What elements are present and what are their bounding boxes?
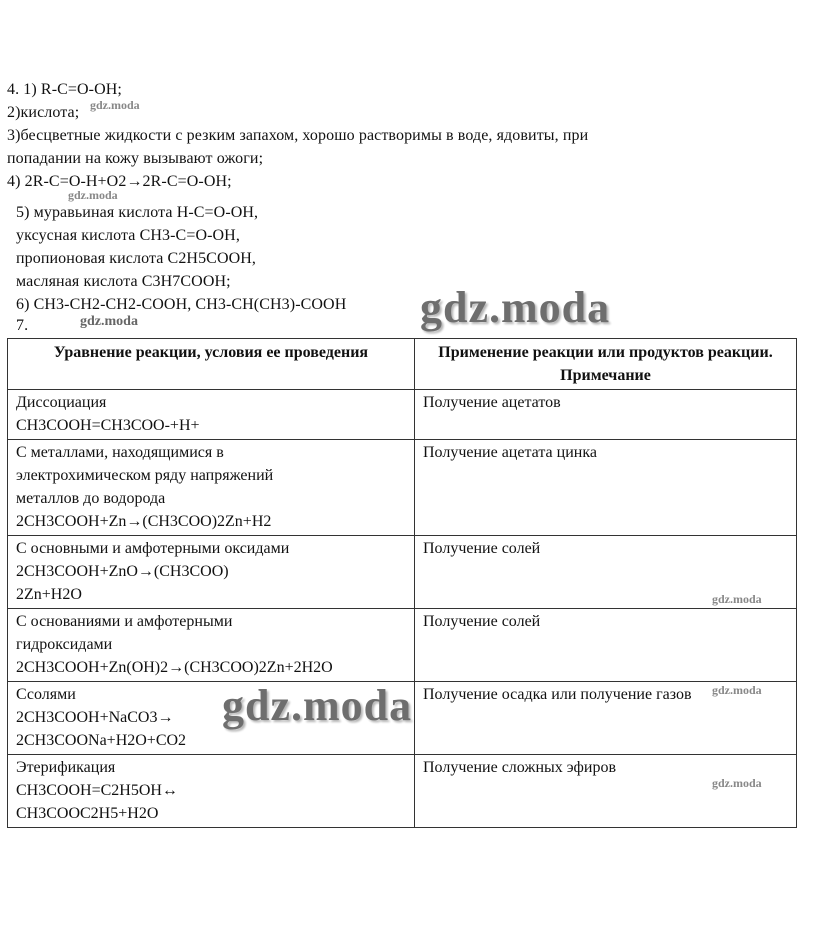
application-cell: Получение ацетата цинка [415,440,797,536]
application-cell: Получение ацетатов [415,390,797,440]
answer-line-4: попадании на кожу вызывают ожоги; [7,150,264,167]
answer-line-9: масляная кислота C3H7COOH; [16,273,231,290]
reaction-table [7,338,797,828]
answer-line-1: 4. 1) R-C=O-OH; [7,81,122,98]
watermark-small: gdz.moda [68,188,118,202]
watermark-small: gdz.moda [712,683,762,697]
table-header-row [8,339,797,390]
answer-line-10: 6) CH3-CH2-CH2-COOH, CH3-CH(CH3)-COOH [16,296,347,313]
watermark-small: gdz.moda [712,776,762,790]
answer-line-2: 2)кислота; [7,104,80,121]
answer-line-3: 3)бесцветные жидкости с резким запахом, хорошо растворимы в воде, ядовиты, при [7,127,589,144]
watermark-small: gdz.moda [80,314,138,329]
watermark-small: gdz.moda [712,592,762,606]
application-cell: Получение осадка или получение газов [415,682,797,755]
reaction-cell: С основаниями и амфотерными гидроксидами 2CH3COOH+Zn(OH)2→(CH3COO)2Zn+2H2O [8,609,415,682]
header-reaction: Уравнение реакции, условия ее проведения [8,339,415,390]
table-row [8,440,797,536]
application-cell: Получение солей [415,609,797,682]
watermark-large: gdz.moda [420,283,611,332]
application-cell: Получение сложных эфиров [415,755,797,828]
application-cell: Получение солей [415,536,797,609]
answer-line-7: уксусная кислота CH3-C=O-OH, [16,227,240,244]
reaction-cell: С металлами, находящимися в электрохимическом ряду напряжений металлов до водорода 2CH3COOH+Zn→(CH3COO)2Zn+H2 [8,440,415,536]
watermark-small: gdz.moda [90,98,140,112]
table-row [8,609,797,682]
reaction-cell: Ссолями 2CH3COOH+NaCO3→ 2CH3COONa+H2O+CO2 [8,682,415,755]
answer-line-11: 7. [16,317,29,334]
reaction-cell: Этерификация CH3COOH=C2H5OH↔ CH3COOC2H5+H2O [8,755,415,828]
watermark-large: gdz.moda [222,681,413,730]
reaction-cell: Диссоциация CH3COOH=CH3COO-+H+ [8,390,415,440]
answer-line-8: пропионовая кислота C2H5COOH, [16,250,257,267]
table-row [8,390,797,440]
answer-line-6: 5) муравьиная кислота H-C=O-OH, [16,204,259,221]
reaction-cell: С основными и амфотерными оксидами 2CH3COOH+ZnO→(CH3COO) 2Zn+H2O [8,536,415,609]
table-row [8,755,797,828]
table-row [8,536,797,609]
answer-line-5: 4) 2R-C=O-H+O2→2R-C=O-OH; [7,173,232,190]
header-application: Применение реакции или продуктов реакции. Примечание [415,339,797,390]
